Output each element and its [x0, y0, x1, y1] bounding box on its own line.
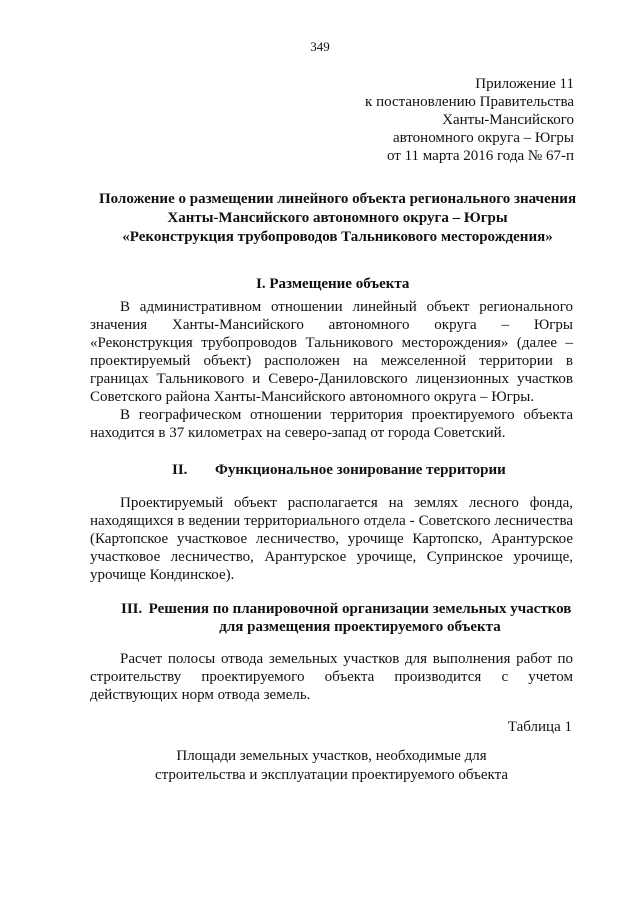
heading-line: Решения по планировочной организации земельных участков	[148, 601, 572, 617]
heading-line: для размещения проектируемого объекта	[219, 619, 501, 635]
appendix-line: Приложение 11	[475, 76, 574, 92]
paragraph: Расчет полосы отвода земельных участков для выполнения работ по строительству проектируемого объекта производится с учетом действующих норм отвода земель.	[90, 651, 573, 703]
table-label: Таблица 1	[507, 719, 572, 735]
appendix-reference	[365, 75, 574, 165]
document-title	[60, 190, 615, 247]
page-number: 349	[310, 39, 330, 54]
title-line: «Реконструкция трубопроводов Тальникового месторождения»	[122, 229, 553, 245]
title-line: Ханты-Мансийского автономного округа – Югры	[167, 210, 508, 226]
appendix-line: автономного округа – Югры	[392, 130, 574, 146]
appendix-line: Ханты-Мансийского	[442, 112, 574, 128]
appendix-line: к постановлению Правительства	[365, 94, 574, 110]
section-3-body	[90, 650, 573, 704]
title-line: Положение о размещении линейного объекта регионального значения	[98, 191, 577, 207]
paragraph: В административном отношении линейный объект регионального значения Ханты-Мансийского автономного округа – Югры «Реконструкция трубопроводов Тальникового месторождения» (далее – проектируемый объект) расположен на межселенной территории в границах Тальникового и Северо-Даниловского лицензионных участков Советского района Ханты-Мансийского автономного округа – Югры.	[90, 299, 573, 405]
caption-line: строительства и эксплуатации проектируемого объекта	[154, 767, 509, 783]
paragraph: В географическом отношении территория проектируемого объекта находится в 37 километрах на северо-запад от города Советский.	[90, 407, 573, 441]
paragraph: Проектируемый объект располагается на землях лесного фонда, находящихся в ведении территориального отдела - Советского лесничества (Картопское участковое лесничество, урочище Картопско, Арантурское участковое лесничество, Арантурское урочище, Супринское урочище, урочище Кондинское).	[90, 495, 573, 583]
section-2-heading: Функциональное зонирование территории	[215, 462, 506, 478]
section-1-body	[90, 298, 573, 442]
section-3-number: III.	[121, 601, 143, 617]
appendix-line: от 11 марта 2016 года № 67-п	[386, 148, 574, 164]
section-1-heading: I. Размещение объекта	[256, 276, 410, 292]
section-2-body	[90, 494, 573, 584]
section-2-number: II.	[172, 462, 188, 478]
table-caption	[90, 747, 573, 785]
caption-line: Площади земельных участков, необходимые для	[176, 748, 487, 764]
section-3-heading	[145, 600, 575, 636]
